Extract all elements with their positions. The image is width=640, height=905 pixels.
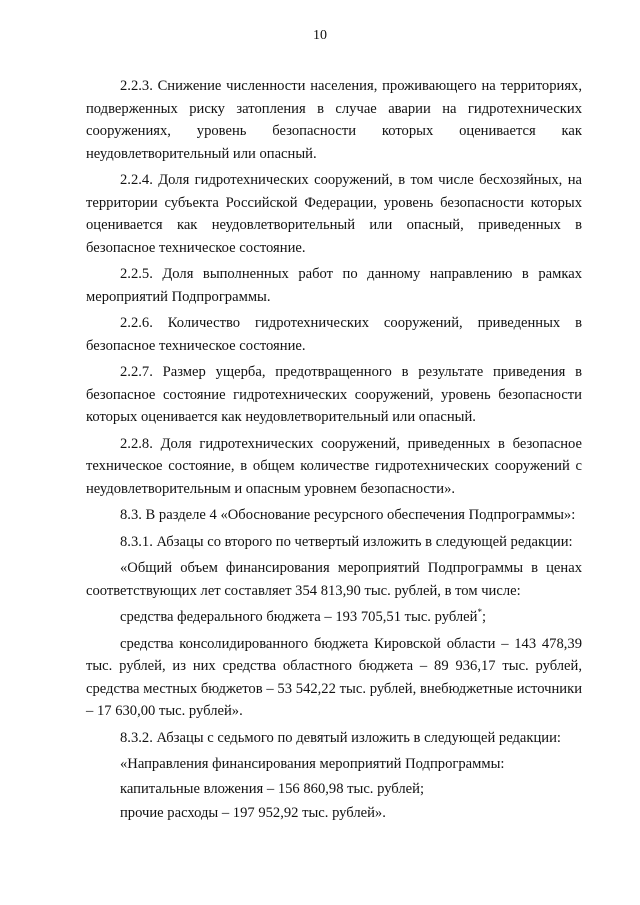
paragraph-consolidated-budget: средства консолидированного бюджета Кировской области – 143 478,39 тыс. рублей, из них средства областного бюджета – 89 936,17 тыс. рублей, средства местных бюджетов – 53 542,22 тыс. рублей, внебюджетные источники – 17 630,00 тыс. рублей». <box>86 635 582 719</box>
paragraph-8-3: 8.3. В разделе 4 «Обоснование ресурсного обеспечения Подпрограммы»: <box>120 507 576 523</box>
paragraph-8-3-2: 8.3.2. Абзацы с седьмого по девятый изложить в следующей редакции: <box>120 729 561 746</box>
paragraph-total-financing: «Общий объем финансирования мероприятий Подпрограммы в ценах соответствующих лет составляет 354 813,90 тыс. рублей, в том числе: <box>86 560 582 599</box>
page-number: 10 <box>313 28 327 43</box>
paragraph-2-2-3: 2.2.3. Снижение численности населения, проживающего на территориях, подверженных риску затопления в случае аварии на гидротехнических сооружениях, уровень безопасности которых оценивается как неудовлетворительный или опасный. <box>86 78 582 162</box>
paragraph-2-2-7: 2.2.7. Размер ущерба, предотвращенного в результате приведения в безопасное состояние гидротехнических сооружений, уровень безопасности которых оценивается как неудовлетворительный или опасный. <box>86 364 582 425</box>
paragraph-2-2-4: 2.2.4. Доля гидротехнических сооружений, в том числе бесхозяйных, на территории субъекта Российской Федерации, уровень безопасности которых оценивается как неудовлетворительный или опасный, приведенных в безопасное техническое состояние. <box>86 172 582 256</box>
paragraph-8-3-1: 8.3.1. Абзацы со второго по четвертый изложить в следующей редакции: <box>120 533 573 550</box>
federal-budget-tail: ; <box>481 609 487 625</box>
paragraph-federal-budget <box>86 606 582 629</box>
paragraph-capital-investments: капитальные вложения – 156 860,98 тыс. рублей; <box>120 780 424 797</box>
paragraph-other-expenses: прочие расходы – 197 952,92 тыс. рублей». <box>120 805 386 821</box>
paragraph-2-2-8: 2.2.8. Доля гидротехнических сооружений, приведенных в безопасное техническое состояние, в общем количестве гидротехнических сооружений с неудовлетворительным и опасным уровнем безопасности». <box>86 435 582 497</box>
paragraph-2-2-5: 2.2.5. Доля выполненных работ по данному направлению в рамках мероприятий Подпрограммы. <box>86 266 582 305</box>
federal-budget-text: средства федерального бюджета – 193 705,51 тыс. рублей <box>120 609 478 625</box>
paragraph-2-2-6: 2.2.6. Количество гидротехнических сооружений, приведенных в безопасное техническое состояние. <box>86 315 582 354</box>
document-body <box>86 75 582 827</box>
footnote-mark: * <box>477 607 482 618</box>
paragraph-financing-directions: «Направления финансирования мероприятий Подпрограммы: <box>120 756 505 772</box>
